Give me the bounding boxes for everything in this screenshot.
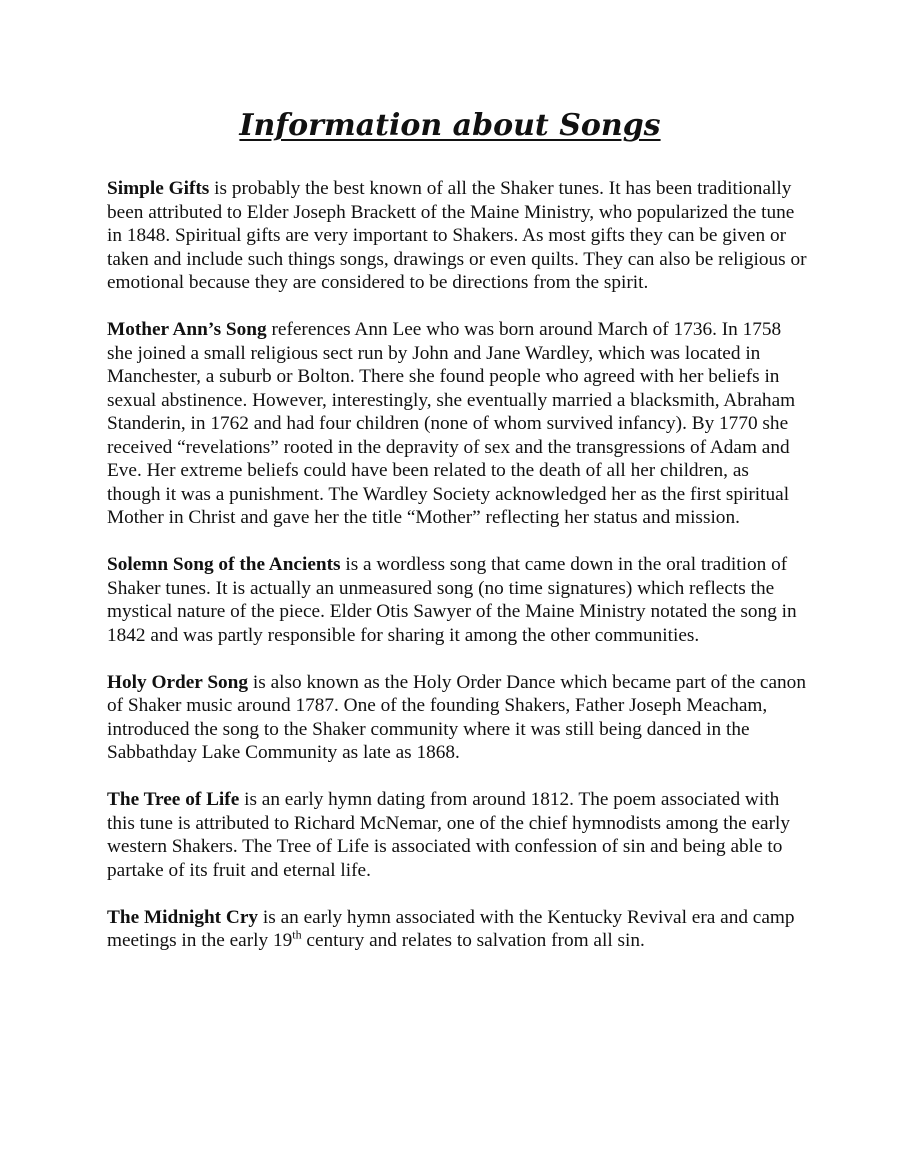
document-body: [107, 177, 807, 976]
song-description: is a wordless song that came down in the oral tradition of Shaker tunes. It is actually an unmeasured song (no time signatures) which reflects the mystical nature of the piece. Elder Otis Sawyer of the Maine Ministry notated the song in 1842 and was partly responsible for sharing it among the other communities.: [107, 554, 797, 646]
song-name: Mother Ann’s Song: [107, 319, 267, 340]
song-name: Holy Order Song: [107, 671, 249, 693]
paragraph-tree-of-life: [107, 788, 807, 882]
page-title: Information about Songs: [239, 108, 661, 143]
ordinal-suffix: th: [292, 927, 302, 942]
paragraph-midnight-cry: [107, 906, 807, 953]
song-description: is also known as the Holy Order Dance which became part of the canon of Shaker music around 1787. One of the founding Shakers, Father Joseph Meacham, introduced the song to the Shaker community where it was still being danced in the Sabbathday Lake Community as late as 1868.: [107, 671, 806, 763]
song-name: The Midnight Cry: [107, 906, 259, 928]
song-description: is an early hymn associated with the Kentucky Revival era and camp meetings in the early 19: [107, 906, 795, 951]
song-name: Simple Gifts: [107, 178, 210, 199]
song-description: references Ann Lee who was born around March of 1736. In 1758 she joined a small religious sect run by John and Jane Wardley, which was located in Manchester, a suburb or Bolton. There she found people who agreed with her beliefs in sexual abstinence. However, interestingly, she eventually married a blacksmith, Abraham Standerin, in 1762 and had four children (none of whom survived infancy). By 1770 she received “revelations” rooted in the depravity of sex and the transgressions of Adam and Eve. Her extreme beliefs could have been related to the death of all her children, as though it was a punishment. The Wardley Society acknowledged her as the first spiritual Mother in Christ and gave her the title “Mother” reflecting her status and mission.: [107, 319, 796, 528]
song-description: is an early hymn dating from around 1812. The poem associated with this tune is attributed to Richard McNemar, one of the chief hymnodists among the early western Shakers. The Tree of Life is associated with confession of sin and being able to partake of its fruit and eternal life.: [107, 789, 791, 881]
paragraph-holy-order-song: [107, 671, 807, 765]
paragraph-solemn-song: [107, 553, 807, 647]
song-name: Solemn Song of the Ancients: [107, 554, 341, 575]
song-name: The Tree of Life: [107, 789, 240, 810]
paragraph-mother-anns-song: [107, 318, 807, 530]
song-description-continued: century and relates to salvation from all sin.: [301, 930, 645, 951]
paragraph-simple-gifts: [107, 177, 807, 295]
song-description: is probably the best known of all the Shaker tunes. It has been traditionally been attributed to Elder Joseph Brackett of the Maine Ministry, who popularized the tune in 1848. Spiritual gifts are very important to Shakers. As most gifts they can be given or taken and include such things songs, drawings or even quilts. They can also be religious or emotional because they are considered to be directions from the spirit.: [107, 178, 807, 293]
